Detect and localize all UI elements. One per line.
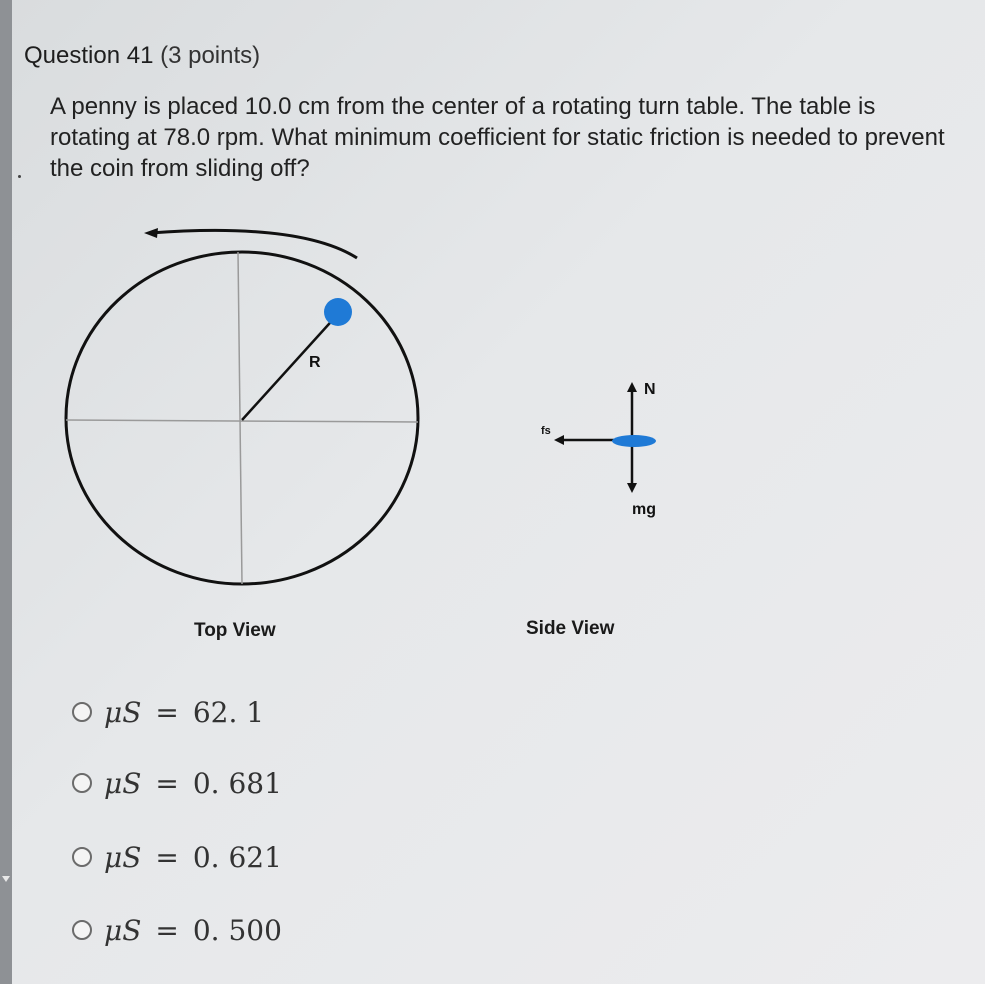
radio-button[interactable]	[72, 773, 92, 793]
radius-label: R	[309, 354, 321, 371]
side-view-diagram	[554, 382, 656, 493]
option-equals: =	[155, 766, 179, 800]
answer-option-2[interactable]	[72, 763, 282, 803]
vertical-axis-line	[238, 252, 242, 584]
radius-line	[242, 314, 338, 420]
option-value: 0. 681	[192, 766, 282, 800]
radio-button[interactable]	[72, 702, 92, 722]
normal-force-label: N	[644, 381, 656, 398]
coin-side	[612, 435, 656, 447]
option-equals: =	[155, 913, 179, 947]
answer-option-3[interactable]	[72, 837, 282, 877]
option-symbol: μS	[104, 913, 142, 947]
friction-label: fs	[541, 425, 551, 437]
answer-option-4[interactable]	[72, 910, 282, 950]
side-view-label: Side View	[526, 618, 615, 639]
weight-label: mg	[632, 501, 656, 518]
radio-button[interactable]	[72, 847, 92, 867]
question-text: A penny is placed 10.0 cm from the center of a rotating turn table. The table is rotating at 78.0 rpm. What minimum coefficient for static friction is needed to prevent the coin from sliding off?	[50, 93, 945, 182]
coin	[324, 298, 352, 326]
option-symbol: μS	[104, 766, 142, 800]
option-value: 62. 1	[192, 695, 265, 729]
question-points: (3 points)	[160, 42, 261, 69]
option-symbol: μS	[104, 695, 142, 729]
option-value: 0. 500	[192, 913, 282, 947]
option-equals: =	[155, 695, 179, 729]
radio-button[interactable]	[72, 920, 92, 940]
answer-option-1[interactable]	[72, 692, 264, 732]
question-number: Question 41	[24, 42, 154, 69]
top-view-label: Top View	[194, 620, 276, 641]
option-equals: =	[155, 840, 179, 874]
option-symbol: μS	[104, 840, 142, 874]
horizontal-axis-line	[66, 420, 418, 422]
option-value: 0. 621	[192, 840, 282, 874]
